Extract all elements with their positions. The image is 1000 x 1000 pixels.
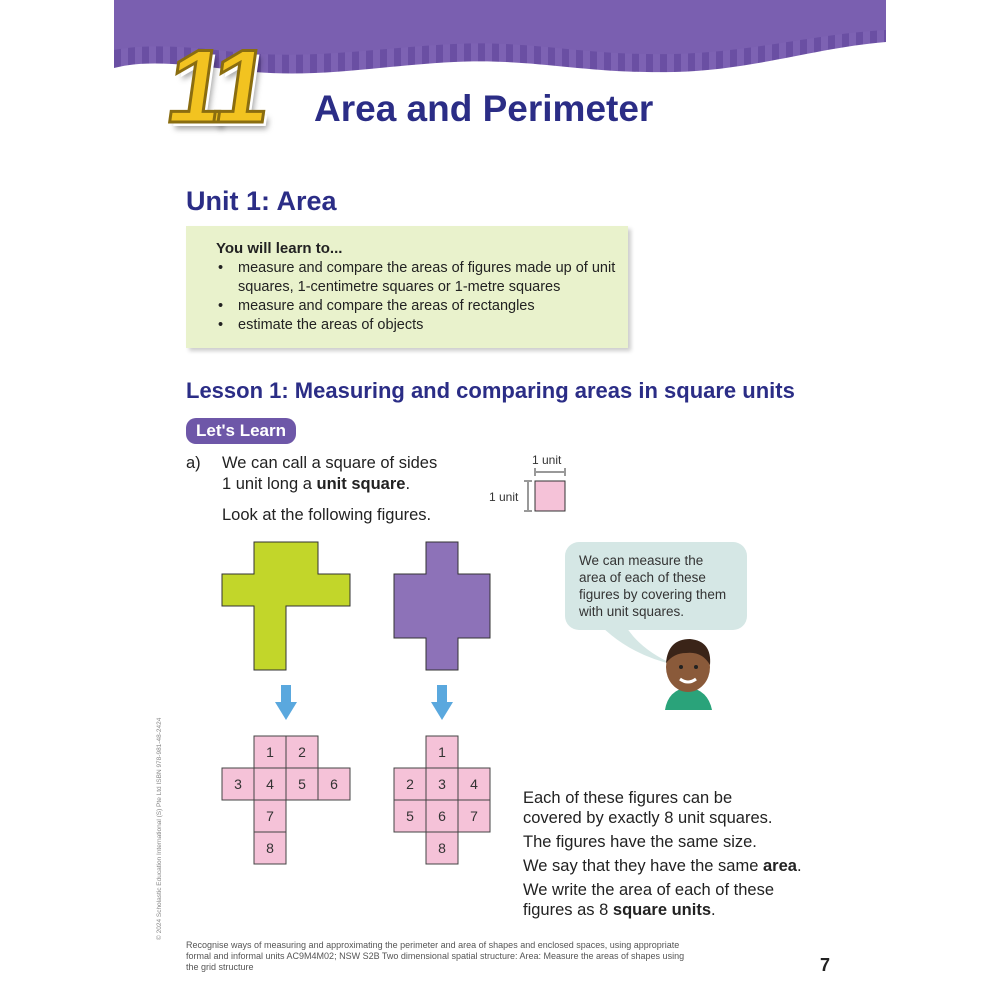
term-square-units: square units bbox=[612, 901, 711, 919]
arrow-down-icon bbox=[431, 685, 453, 720]
lets-learn-badge: Let's Learn bbox=[186, 418, 296, 444]
text: . bbox=[405, 475, 411, 493]
cell-number: 5 bbox=[406, 808, 414, 824]
text: figures as 8 bbox=[523, 901, 613, 919]
cell-number: 7 bbox=[470, 808, 478, 824]
summary-line: Each of these figures can be bbox=[523, 789, 733, 807]
cell-number: 1 bbox=[438, 744, 446, 760]
curriculum-footer: Recognise ways of measuring and approximating the perimeter and area of shapes and enclosed spaces, using appropriate formal and informal units AC9M4M02; NSW S2B Two dimensional spatial structure: Area: Measure the areas of shapes using the grid structure bbox=[186, 940, 685, 972]
objective-item: • estimate the areas of objects bbox=[216, 316, 628, 335]
summary-line: covered by exactly 8 unit squares. bbox=[523, 809, 773, 827]
objective-item: • measure and compare the areas of rectangles bbox=[216, 297, 628, 316]
objective-item: • measure and compare the areas of figures made up of unit squares, 1-centimetre squares or 1-metre squares bbox=[216, 259, 628, 297]
learning-heading: You will learn to... bbox=[216, 240, 343, 257]
cell-number: 7 bbox=[266, 808, 274, 824]
cell-number: 4 bbox=[266, 776, 274, 792]
boy-character-illustration bbox=[590, 625, 730, 710]
cell-number: 2 bbox=[298, 744, 306, 760]
cell-number: 6 bbox=[438, 808, 446, 824]
cell-number: 2 bbox=[406, 776, 414, 792]
cell-number: 8 bbox=[266, 840, 274, 856]
text: 1 unit long a bbox=[222, 475, 317, 493]
text: We say that they have the same bbox=[523, 857, 763, 875]
page-number: 7 bbox=[820, 955, 831, 975]
summary-line bbox=[523, 854, 802, 878]
text: . bbox=[711, 901, 716, 919]
term-area: area bbox=[763, 857, 797, 875]
green-cross-figure bbox=[222, 542, 350, 670]
part-a-line1: We can call a square of sides bbox=[222, 454, 438, 472]
speech-bubble: We can measure the area of each of these figures by covering them with unit squares. bbox=[565, 542, 747, 630]
look-text: Look at the following figures. bbox=[222, 506, 432, 524]
summary-line: We write the area of each of these bbox=[523, 881, 775, 899]
cell-number: 6 bbox=[330, 776, 338, 792]
cell-number: 5 bbox=[298, 776, 306, 792]
arrow-down-icon bbox=[275, 685, 297, 720]
lesson-title: Lesson 1: Measuring and comparing areas in square units bbox=[186, 378, 795, 403]
summary-text bbox=[523, 786, 802, 922]
term-unit-square: unit square bbox=[316, 475, 406, 493]
part-label: a) bbox=[186, 454, 201, 472]
chapter-number: 11 bbox=[159, 29, 271, 145]
unit-top-label: 1 unit bbox=[532, 453, 562, 467]
cell-number: 4 bbox=[470, 776, 478, 792]
text: . bbox=[796, 857, 802, 875]
cell-number: 3 bbox=[438, 776, 446, 792]
cell-number: 1 bbox=[266, 744, 274, 760]
unit-side-label: 1 unit bbox=[489, 490, 519, 504]
summary-line: The figures have the same size. bbox=[523, 833, 757, 851]
purple-cross-figure bbox=[394, 542, 490, 670]
copyright-notice: © 2024 Scholastic Education International (S) Pte Ltd ISBN 978-981-48-2424 bbox=[156, 717, 163, 940]
unit-title: Unit 1: Area bbox=[186, 186, 337, 216]
chapter-title: Area and Perimeter bbox=[314, 88, 654, 129]
cell-number: 8 bbox=[438, 840, 446, 856]
cell-number: 3 bbox=[234, 776, 242, 792]
